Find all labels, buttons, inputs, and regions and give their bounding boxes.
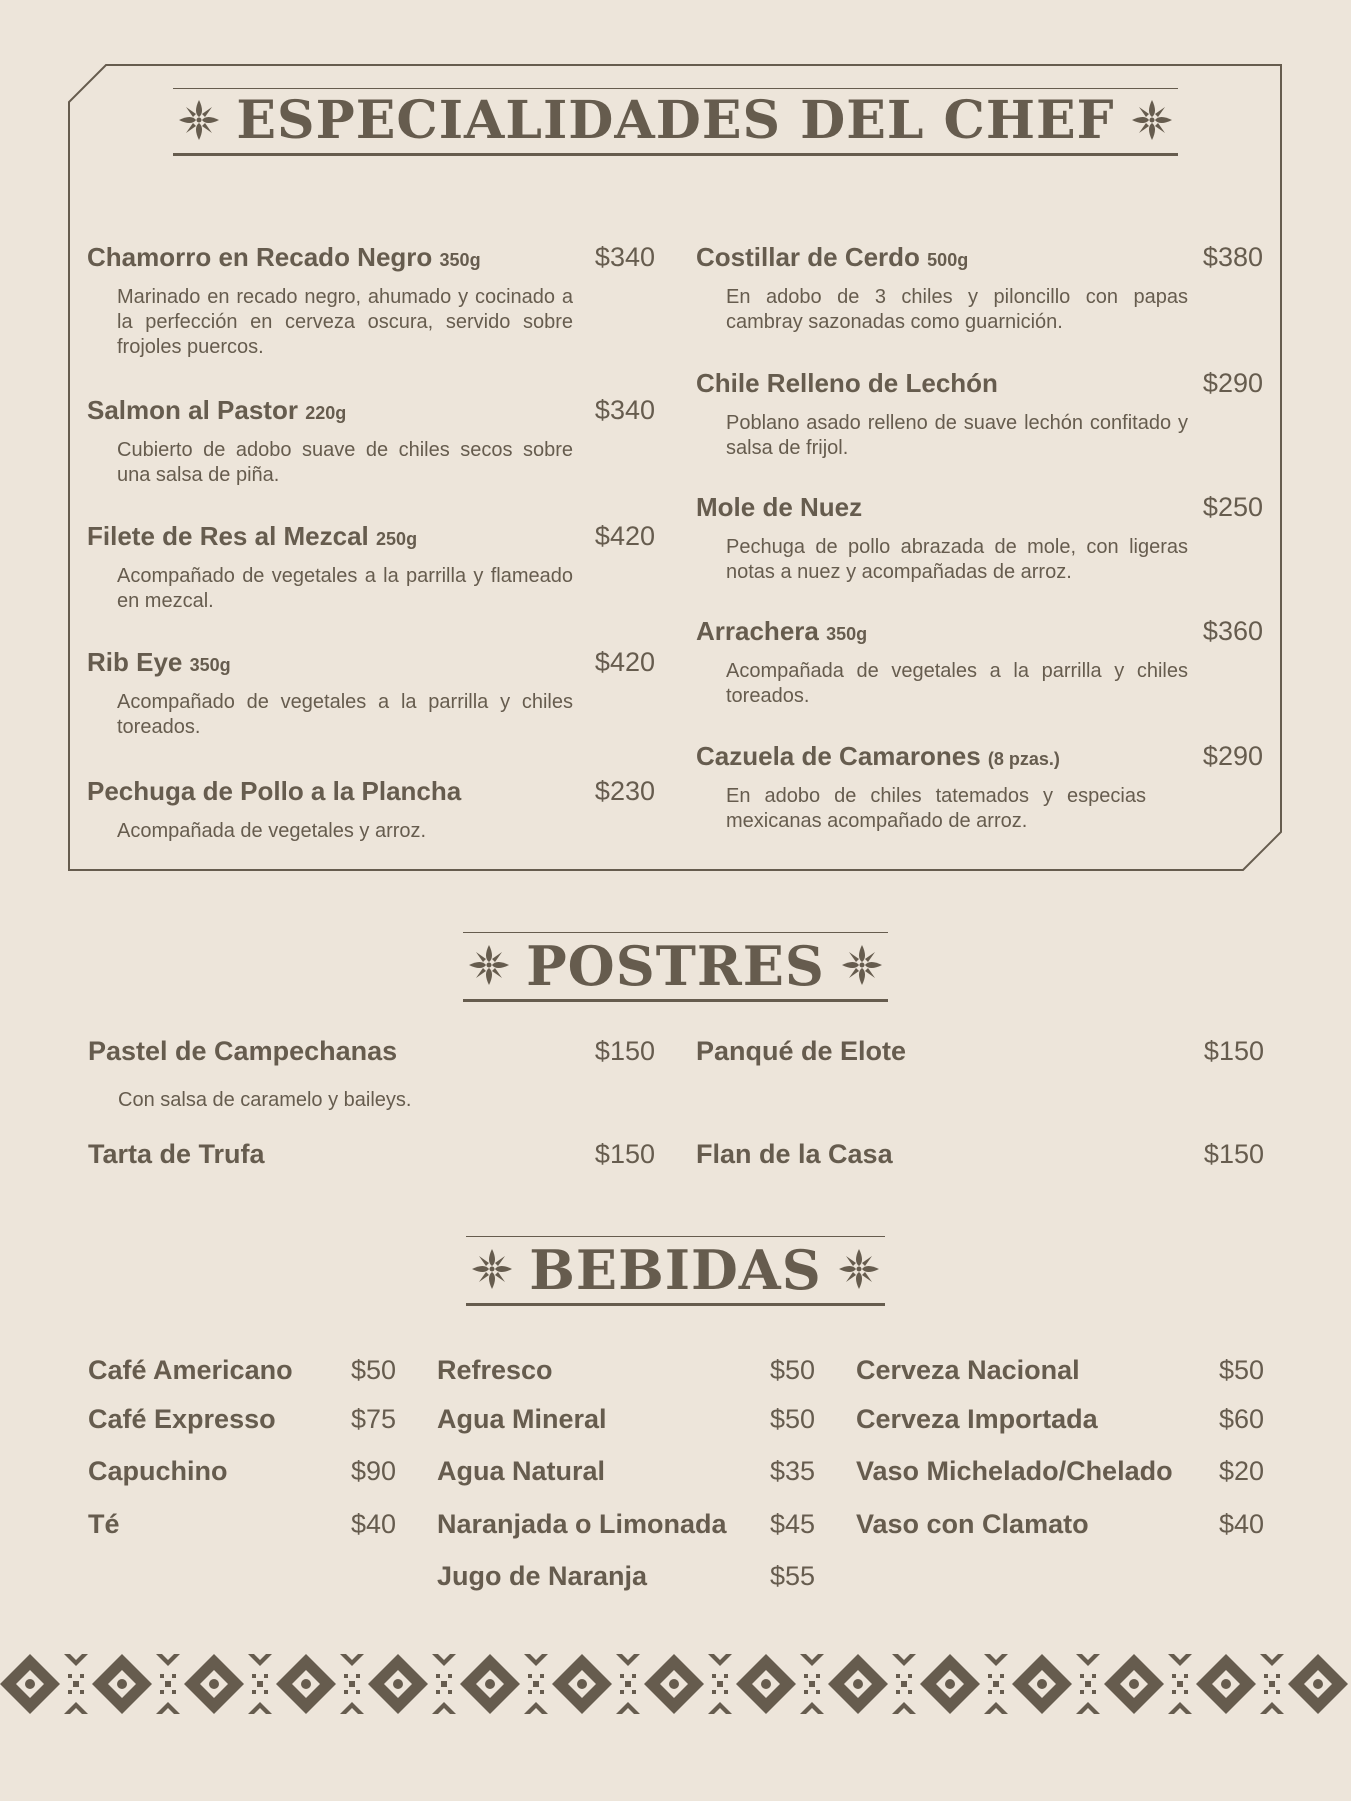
dessert-item [696, 1139, 1264, 1170]
item-price: $150 [594, 1036, 655, 1066]
item-name: Chamorro en Recado Negro [87, 242, 433, 272]
bebidas-header [0, 1236, 1351, 1306]
drink-item [437, 1404, 815, 1435]
flower-ornament-icon [177, 98, 221, 145]
menu-item [696, 368, 1263, 461]
item-price: $420 [594, 521, 655, 551]
item-description: Con salsa de caramelo y baileys. [118, 1089, 412, 1111]
item-price: $50 [1218, 1355, 1264, 1385]
item-description: Poblano asado relleno de suave lechón confitado y salsa de frijol. [726, 412, 1188, 459]
item-name: Jugo de Naranja [437, 1561, 648, 1591]
item-price: $290 [1202, 741, 1263, 771]
flower-ornament-icon [470, 1247, 514, 1294]
dessert-item [88, 1036, 655, 1112]
item-name: Chile Relleno de Lechón [696, 368, 998, 398]
flower-ornament-icon [840, 943, 884, 990]
drink-item [437, 1456, 815, 1487]
menu-item [696, 242, 1263, 335]
item-name: Salmon al Pastor [87, 395, 298, 425]
item-name: Filete de Res al Mezcal [87, 521, 369, 551]
item-price: $380 [1202, 242, 1263, 272]
item-price: $150 [1203, 1139, 1264, 1169]
item-price: $50 [769, 1404, 815, 1434]
item-price: $45 [769, 1509, 815, 1539]
item-name: Agua Natural [437, 1456, 606, 1486]
item-description: Marinado en recado negro, ahumado y cocinado a la perfección en cerveza oscura, servido sobre frojoles puercos. [117, 286, 573, 358]
item-name: Arrachera [696, 616, 819, 646]
item-price: $60 [1218, 1404, 1264, 1434]
item-description: En adobo de chiles tatemados y especias mexicanas acompañado de arroz. [726, 785, 1146, 832]
menu-item [87, 242, 655, 360]
menu-item [696, 492, 1263, 585]
drink-item [88, 1509, 396, 1540]
item-description: Acompañada de vegetales a la parrilla y chiles toreados. [726, 660, 1188, 707]
item-name: Vaso con Clamato [856, 1509, 1089, 1539]
item-name: Cerveza Nacional [856, 1355, 1080, 1385]
drink-item [856, 1456, 1264, 1487]
item-description: En adobo de 3 chiles y piloncillo con papas cambray sazonadas como guarnición. [726, 286, 1188, 333]
item-name: Cerveza Importada [856, 1404, 1098, 1434]
drink-item [88, 1404, 396, 1435]
item-name: Costillar de Cerdo [696, 242, 920, 272]
item-description: Acompañado de vegetales a la parrilla y chiles toreados. [117, 691, 573, 738]
flower-ornament-icon [837, 1247, 881, 1294]
item-name: Panqué de Elote [696, 1036, 907, 1066]
menu-item [696, 616, 1263, 709]
item-name: Rib Eye [87, 647, 183, 677]
item-name: Pastel de Campechanas [88, 1036, 398, 1066]
postres-header [0, 932, 1351, 1002]
item-name: Vaso Michelado/Chelado [856, 1456, 1173, 1486]
item-weight: 250g [376, 529, 418, 549]
item-price: $250 [1202, 492, 1263, 522]
item-weight: (8 pzas.) [987, 749, 1060, 769]
item-price: $340 [594, 242, 655, 272]
item-name: Naranjada o Limonada [437, 1509, 727, 1539]
item-price: $50 [769, 1355, 815, 1385]
flower-ornament-icon [467, 943, 511, 990]
item-weight: 350g [826, 624, 868, 644]
item-name: Tarta de Trufa [88, 1139, 265, 1169]
item-price: $55 [769, 1561, 815, 1591]
item-price: $40 [1218, 1509, 1264, 1539]
item-price: $360 [1202, 616, 1263, 646]
menu-item [696, 741, 1263, 834]
drink-item [88, 1355, 396, 1386]
item-weight: 350g [189, 655, 231, 675]
dessert-item [88, 1139, 655, 1170]
chef-section-title: ESPECIALIDADES DEL CHEF [236, 90, 1115, 151]
drink-item [856, 1355, 1264, 1386]
menu-item [87, 521, 655, 614]
item-price: $340 [594, 395, 655, 425]
drink-item [856, 1404, 1264, 1435]
drink-item [856, 1509, 1264, 1540]
item-name: Agua Mineral [437, 1404, 607, 1434]
drink-item [437, 1561, 815, 1592]
item-price: $35 [769, 1456, 815, 1486]
item-price: $230 [594, 776, 655, 806]
item-price: $420 [594, 647, 655, 677]
item-name: Flan de la Casa [696, 1139, 893, 1169]
dessert-item [696, 1036, 1264, 1067]
item-description: Pechuga de pollo abrazada de mole, con ligeras notas a nuez y acompañadas de arroz. [726, 536, 1188, 583]
postres-section-title: POSTRES [526, 934, 825, 998]
item-price: $290 [1202, 368, 1263, 398]
item-weight: 220g [305, 403, 347, 423]
item-price: $150 [594, 1139, 655, 1169]
item-price: $40 [350, 1509, 396, 1539]
item-name: Pechuga de Pollo a la Plancha [87, 776, 462, 806]
drink-item [88, 1456, 396, 1487]
item-price: $75 [350, 1404, 396, 1434]
chef-header [0, 88, 1351, 156]
drink-item [437, 1355, 815, 1386]
item-name: Mole de Nuez [696, 492, 863, 522]
item-name: Café Expresso [88, 1404, 276, 1434]
item-price: $150 [1203, 1036, 1264, 1066]
item-description: Acompañado de vegetales a la parrilla y flameado en mezcal. [117, 565, 573, 612]
decorative-pattern-border [0, 1648, 1351, 1720]
item-name: Té [88, 1509, 120, 1539]
menu-item [87, 395, 655, 488]
item-price: $50 [350, 1355, 396, 1385]
item-price: $90 [350, 1456, 396, 1486]
item-price: $20 [1218, 1456, 1264, 1486]
item-name: Capuchino [88, 1456, 228, 1486]
item-description: Acompañada de vegetales y arroz. [117, 820, 427, 842]
item-name: Café Americano [88, 1355, 293, 1385]
bebidas-section-title: BEBIDAS [529, 1238, 822, 1302]
drink-item [437, 1509, 815, 1540]
item-description: Cubierto de adobo suave de chiles secos sobre una salsa de piña. [117, 439, 573, 486]
item-weight: 500g [927, 250, 969, 270]
flower-ornament-icon [1130, 98, 1174, 145]
menu-item [87, 776, 655, 844]
item-name: Refresco [437, 1355, 553, 1385]
item-name: Cazuela de Camarones [696, 741, 981, 771]
menu-item [87, 647, 655, 740]
item-weight: 350g [439, 250, 481, 270]
